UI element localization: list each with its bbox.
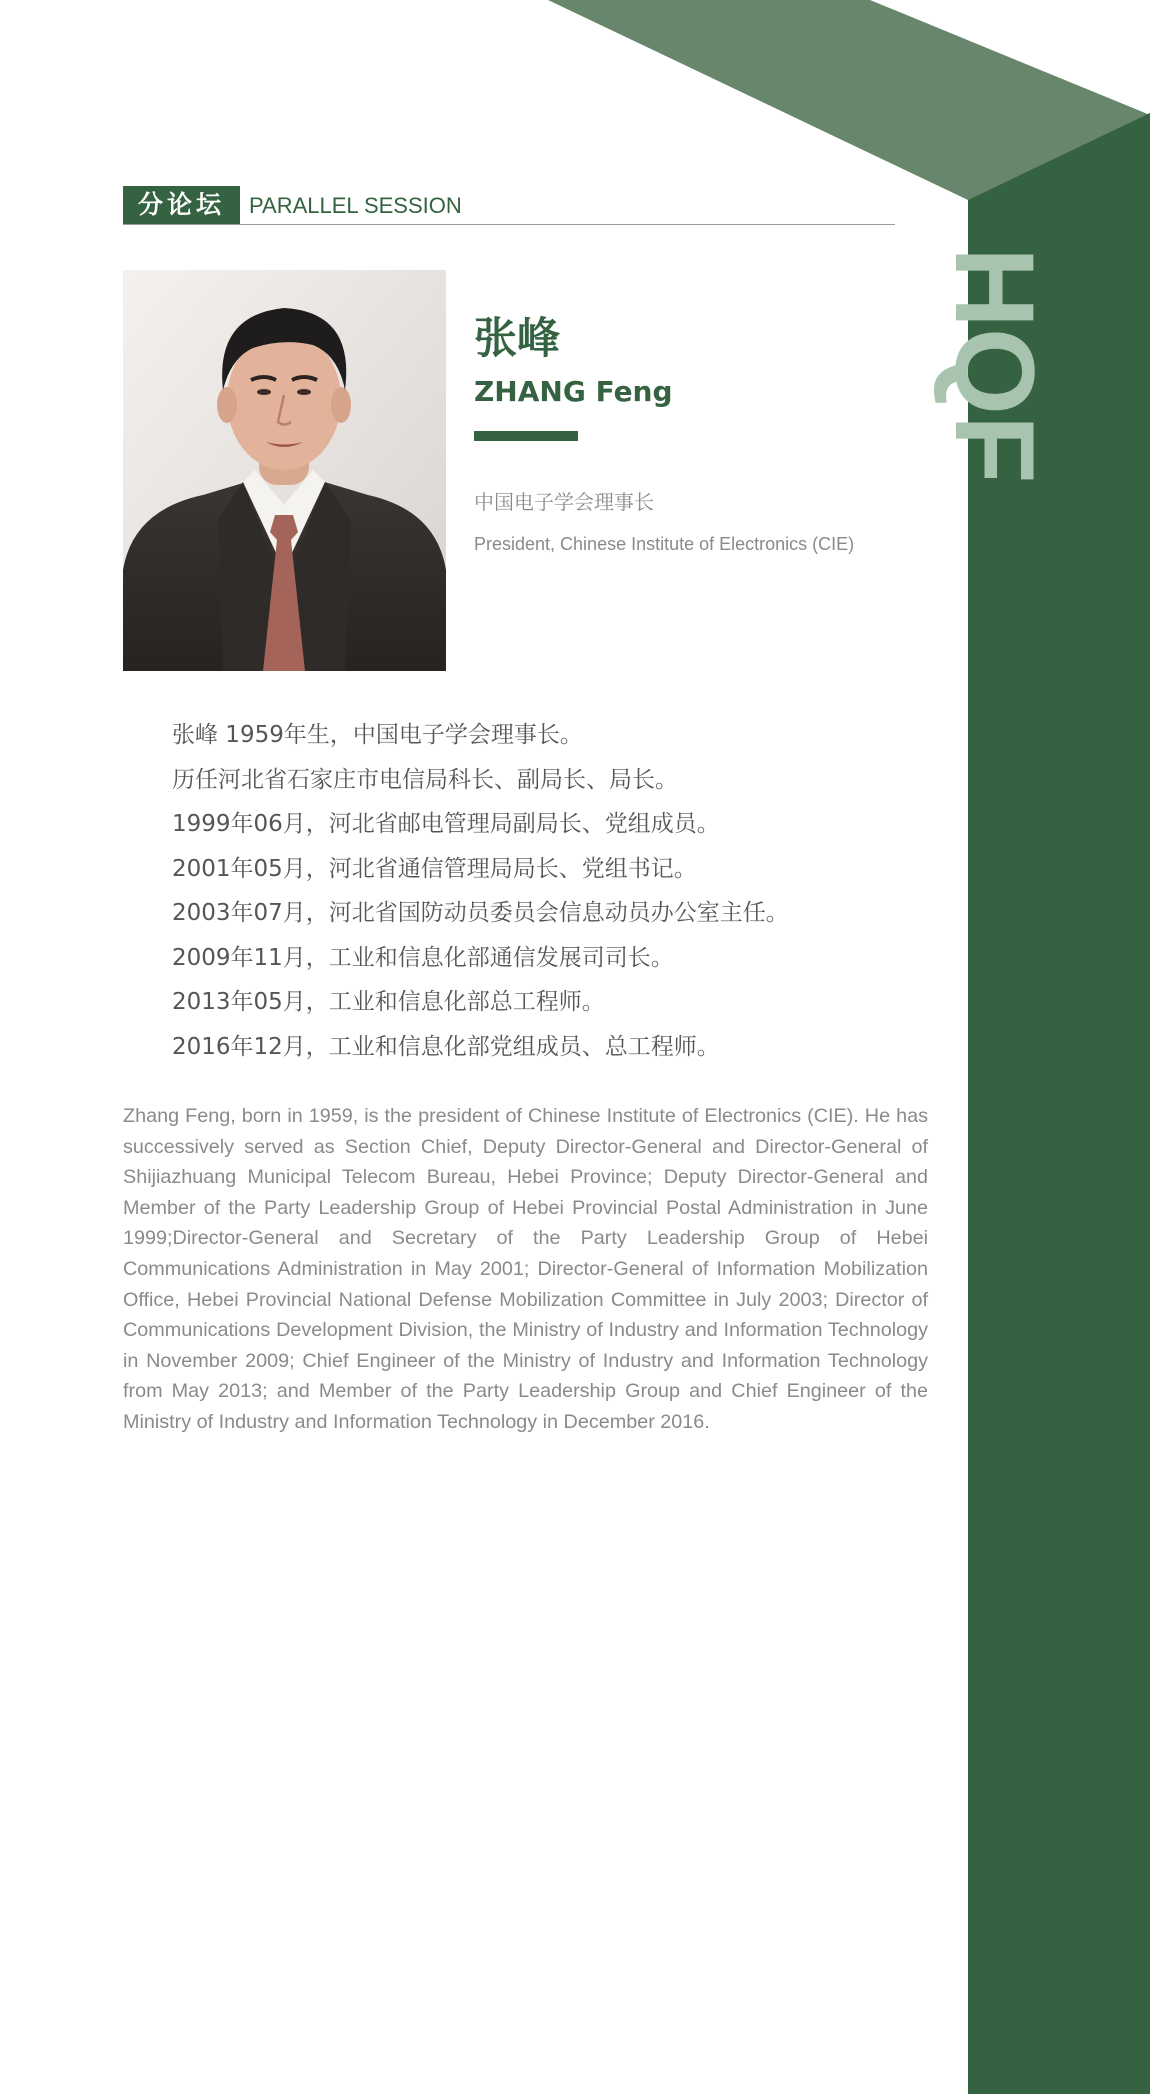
- biography-cn-line: 2016年12月，工业和信息化部党组成员、总工程师。: [172, 1033, 720, 1060]
- brand-vertical-text: HQF: [932, 247, 1057, 484]
- name-underline-bar: [474, 431, 578, 441]
- biography-cn-line: 1999年06月，河北省邮电管理局副局长、党组成员。: [172, 811, 720, 837]
- biography-cn-line: 张峰 1959年生，中国电子学会理事长。: [172, 722, 583, 748]
- biography-cn-line: 2009年11月，工业和信息化部通信发展司司长。: [172, 944, 674, 971]
- biography-cn-list: [172, 715, 872, 1071]
- portrait-ear-left: [217, 387, 237, 423]
- speaker-name-en: ZHANG Feng: [474, 375, 673, 408]
- biography-en-paragraph: Zhang Feng, born in 1959, is the president of Chinese Institute of Electronics (CIE). He has successively served as Section Chief, Deputy Director-General and Director-General of Shijiazhuang Municipal Telecom Bureau, Hebei Province; Deputy Director-General and Member of the Party Leadership Group of Hebei Provincial Postal Administration in June 1999;Director-General and Secretary of the Party Leadership Group of Hebei Communications Administration in May 2001; Director-General of Information Mobilization Office, Hebei Provincial National Defense Mobilization Committee in July 2003; Director of Communications Development Division, the Ministry of Industry and Information Technology in November 2009; Chief Engineer of the Ministry of Industry and Information Technology from May 2013; and Member of the Party Leadership Group and Chief Engineer of the Ministry of Industry and Information Technology in December 2016.: [123, 1105, 928, 1433]
- biography-cn-line: 历任河北省石家庄市电信局科长、副局长、局长。: [172, 766, 678, 793]
- side-band: [968, 200, 1150, 2094]
- speaker-title-cn: 中国电子学会理事长: [474, 490, 654, 514]
- portrait-ear-right: [331, 387, 351, 423]
- biography-cn-line: 2001年05月，河北省通信管理局局长、党组书记。: [172, 855, 697, 882]
- speaker-title-en: President, Chinese Institute of Electronics (CIE): [474, 534, 855, 554]
- portrait-eye-right: [297, 389, 311, 395]
- speaker-portrait-icon: [123, 270, 446, 671]
- biography-cn-line: 2003年07月，河北省国防动员委员会信息动员办公室主任。: [172, 900, 789, 926]
- session-label-cn: 分论坛: [123, 186, 240, 224]
- speaker-name-cn: 张峰: [474, 314, 560, 364]
- session-header: [123, 186, 895, 225]
- portrait-eye-left: [257, 389, 271, 395]
- biography-cn-line: 2013年05月，工业和信息化部总工程师。: [172, 989, 605, 1015]
- speaker-portrait: [123, 270, 446, 671]
- session-label-en: PARALLEL SESSION: [249, 193, 462, 218]
